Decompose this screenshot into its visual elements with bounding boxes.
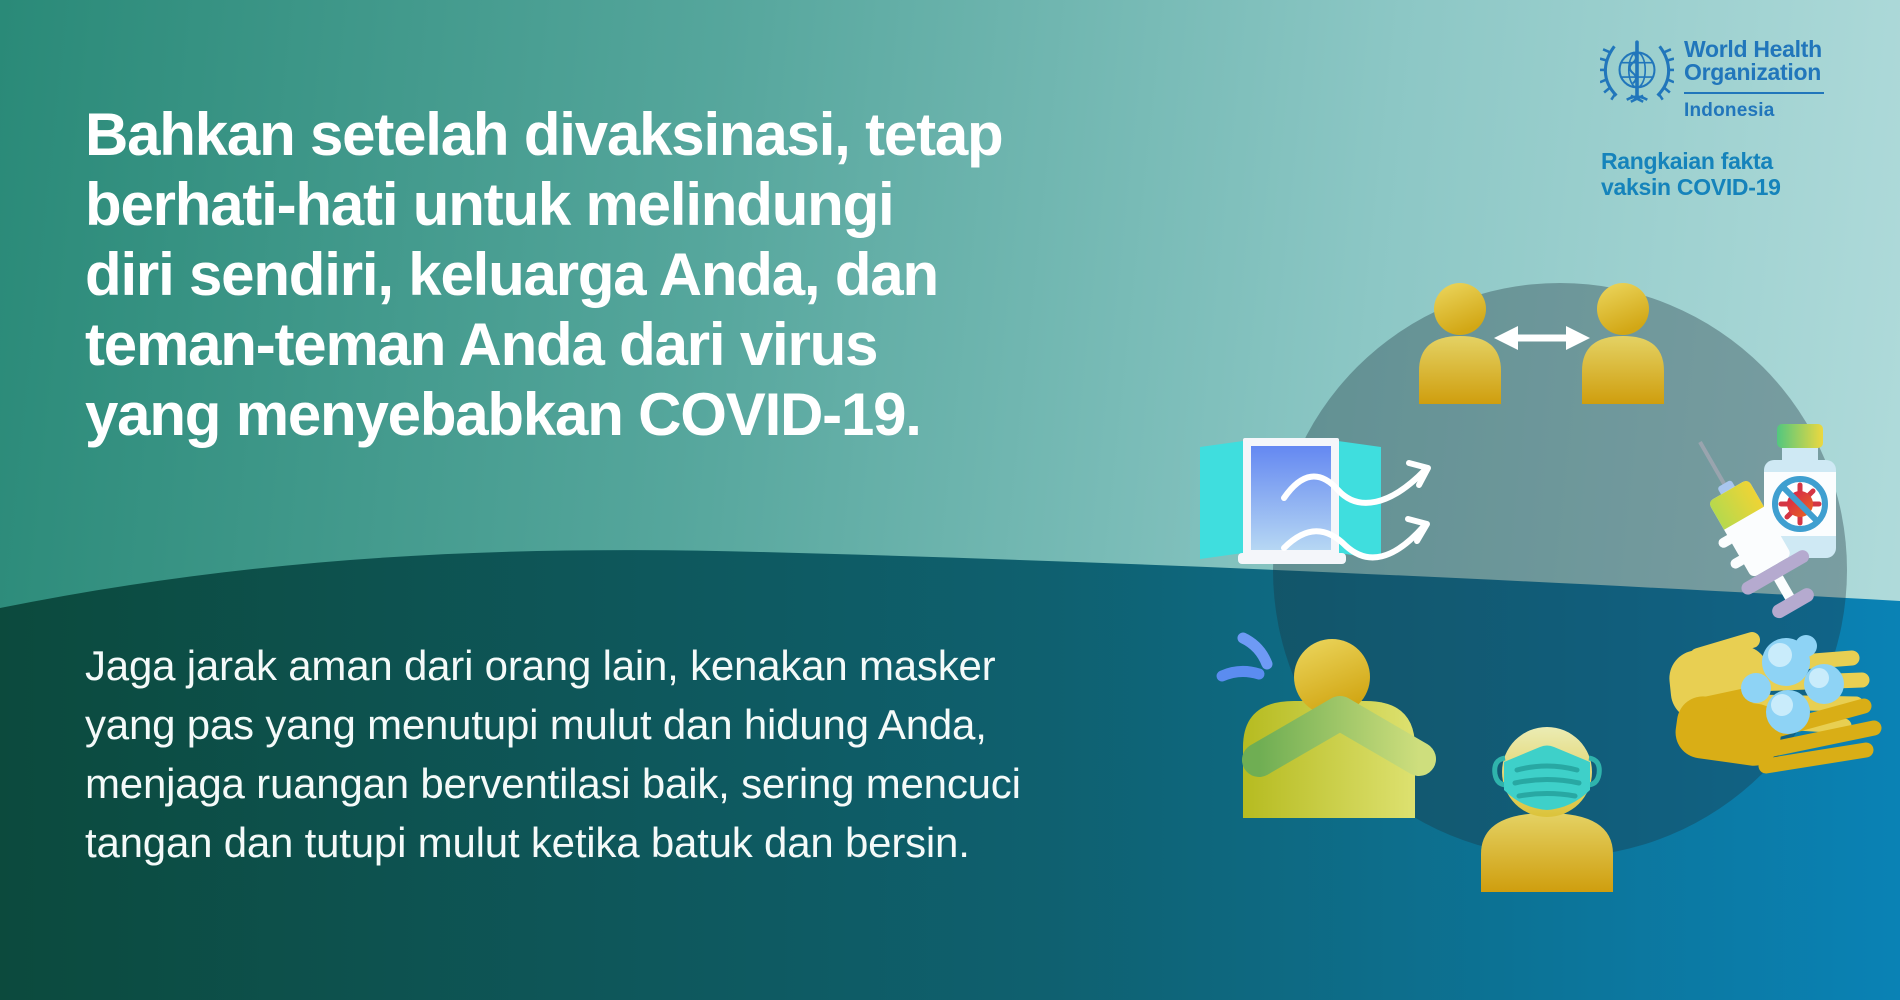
headline [85,100,1002,450]
who-name-line2: Organization [1684,59,1821,85]
series-title [1601,148,1781,200]
body-line: Jaga jarak aman dari orang lain, kenakan masker [85,642,996,689]
body-line: yang pas yang menutupi mulut dan hidung Anda, [85,701,987,748]
headline-line: yang menyebabkan COVID-19. [85,381,921,448]
who-divider [1684,92,1824,94]
body-paragraph [85,636,1021,872]
headline-line: Bahkan setelah divaksinasi, tetap [85,101,1003,168]
headline-line: berhati-hati untuk melindungi [85,171,894,238]
hand-washing-icon [1667,635,1874,769]
who-emblem-icon [1600,36,1674,110]
series-title-line1: Rangkaian fakta [1601,148,1773,174]
body-line: menjaga ruangan berventilasi baik, sering mencuci [85,760,1021,807]
headline-line: teman-teman Anda dari virus [85,311,878,378]
who-wordmark [1684,38,1824,122]
headline-line: diri sendiri, keluarga Anda, dan [85,241,938,308]
body-line: tangan dan tutupi mulut ketika batuk dan bersin. [85,819,970,866]
who-country-label: Indonesia [1684,100,1775,121]
who-name-line1: World Health [1684,36,1822,62]
series-title-line2: vaksin COVID-19 [1601,174,1781,200]
